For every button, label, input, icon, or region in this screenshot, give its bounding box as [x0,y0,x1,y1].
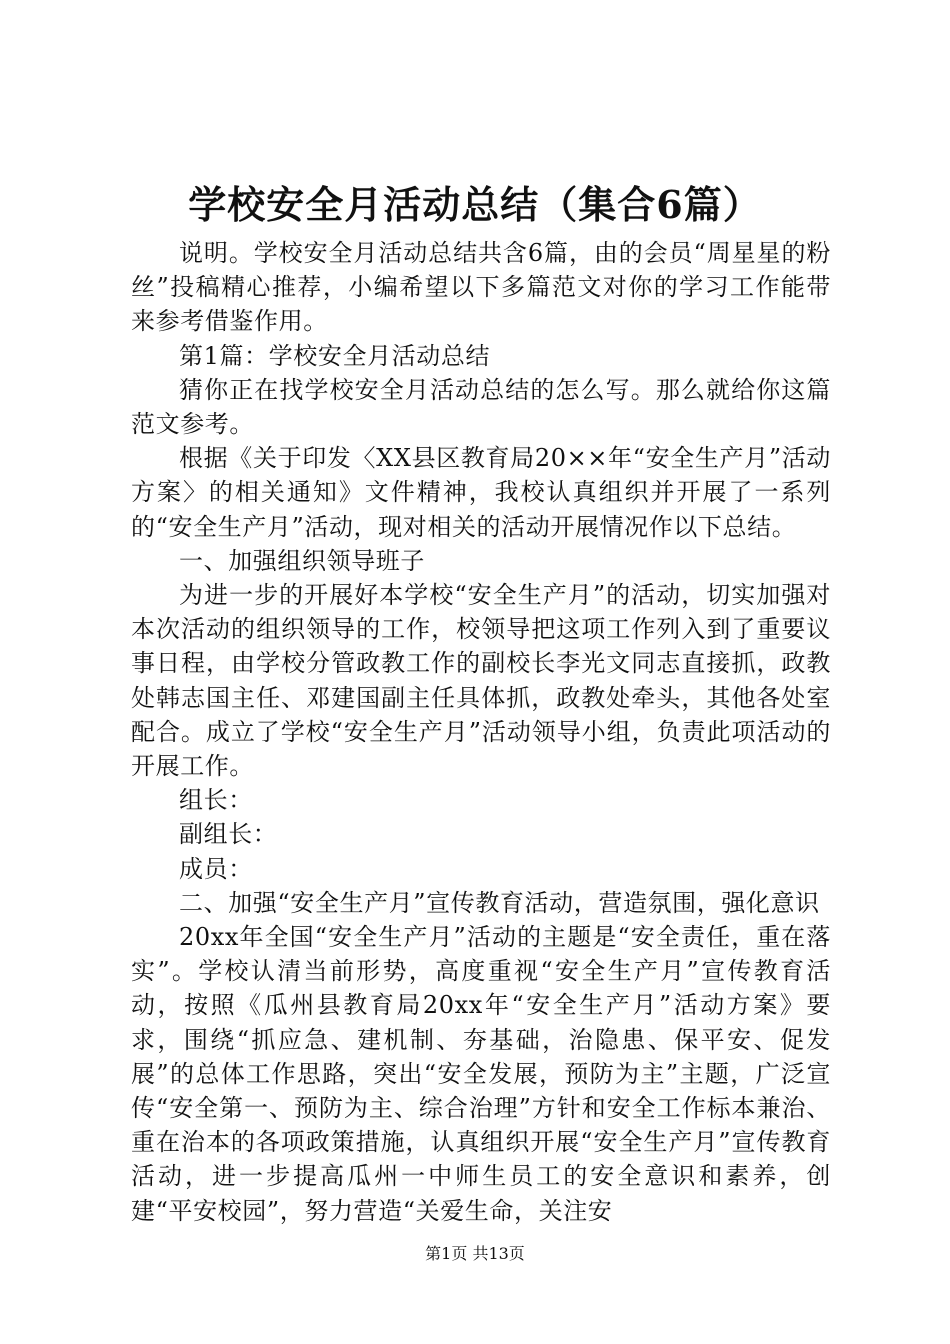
section-heading: 第1篇：学校安全月活动总结 [179,341,491,370]
document-body [131,236,831,1228]
body-paragraph: 20xx年全国“安全生产月”活动的主题是“安全责任，重在落实”。学校认清当前形势，高度重视“安全生产月”宣传教育活动，按照《瓜州县教育局20xx年“安全生产月”活动方案》要求，围绕“抓应急、建机制、夯基础，治隐患、保平安、促发展”的总体工作思路，突出“安全发展，预防为主”主题，广泛宣传“安全第一、预防为主、综合治理”方针和安全工作标本兼治、重在治本的各项政策措施，认真组织开展“安全生产月”宣传教育活动，进一步提高瓜州一中师生员工的安全意识和素养，创建“平安校园”，努力营造“关爱生命，关注安 [131,923,831,1225]
list-item: 成员： [179,854,253,883]
body-paragraph: 为进一步的开展好本学校“安全生产月”的活动，切实加强对本次活动的组织领导的工作，校领导把这项工作列入到了重要议事日程，由学校分管政教工作的副校长李光文同志直接抓，政教处韩志国主任、邓建国副主任具体抓，政教处牵头，其他各处室配合。成立了学校“安全生产月”活动领导小组，负责此项活动的开展工作。 [131,581,831,781]
body-paragraph: 根据《关于印发〈XX县区教育局20××年“安全生产月”活动方案〉的相关通知》文件精神，我校认真组织并开展了一系列的“安全生产月”活动，现对相关的活动开展情况作以下总结。 [131,444,831,541]
document-title: 学校安全月活动总结（集合6篇） [188,182,762,227]
intro-paragraph: 说明。学校安全月活动总结共含6篇，由的会员“周星星的粉丝”投稿精心推荐，小编希望以下多篇范文对你的学习工作能带来参考借鉴作用。 [131,239,831,336]
body-paragraph: 猜你正在找学校安全月活动总结的怎么写。那么就给你这篇范文参考。 [131,375,831,439]
page-number-footer: 第1页 共13页 [425,1244,525,1263]
list-item: 组长： [179,786,253,815]
subsection-heading: 一、加强组织领导班子 [179,546,425,575]
list-item: 副组长： [179,820,278,849]
subsection-heading: 二、加强“安全生产月”宣传教育活动，营造氛围，强化意识 [179,888,820,917]
